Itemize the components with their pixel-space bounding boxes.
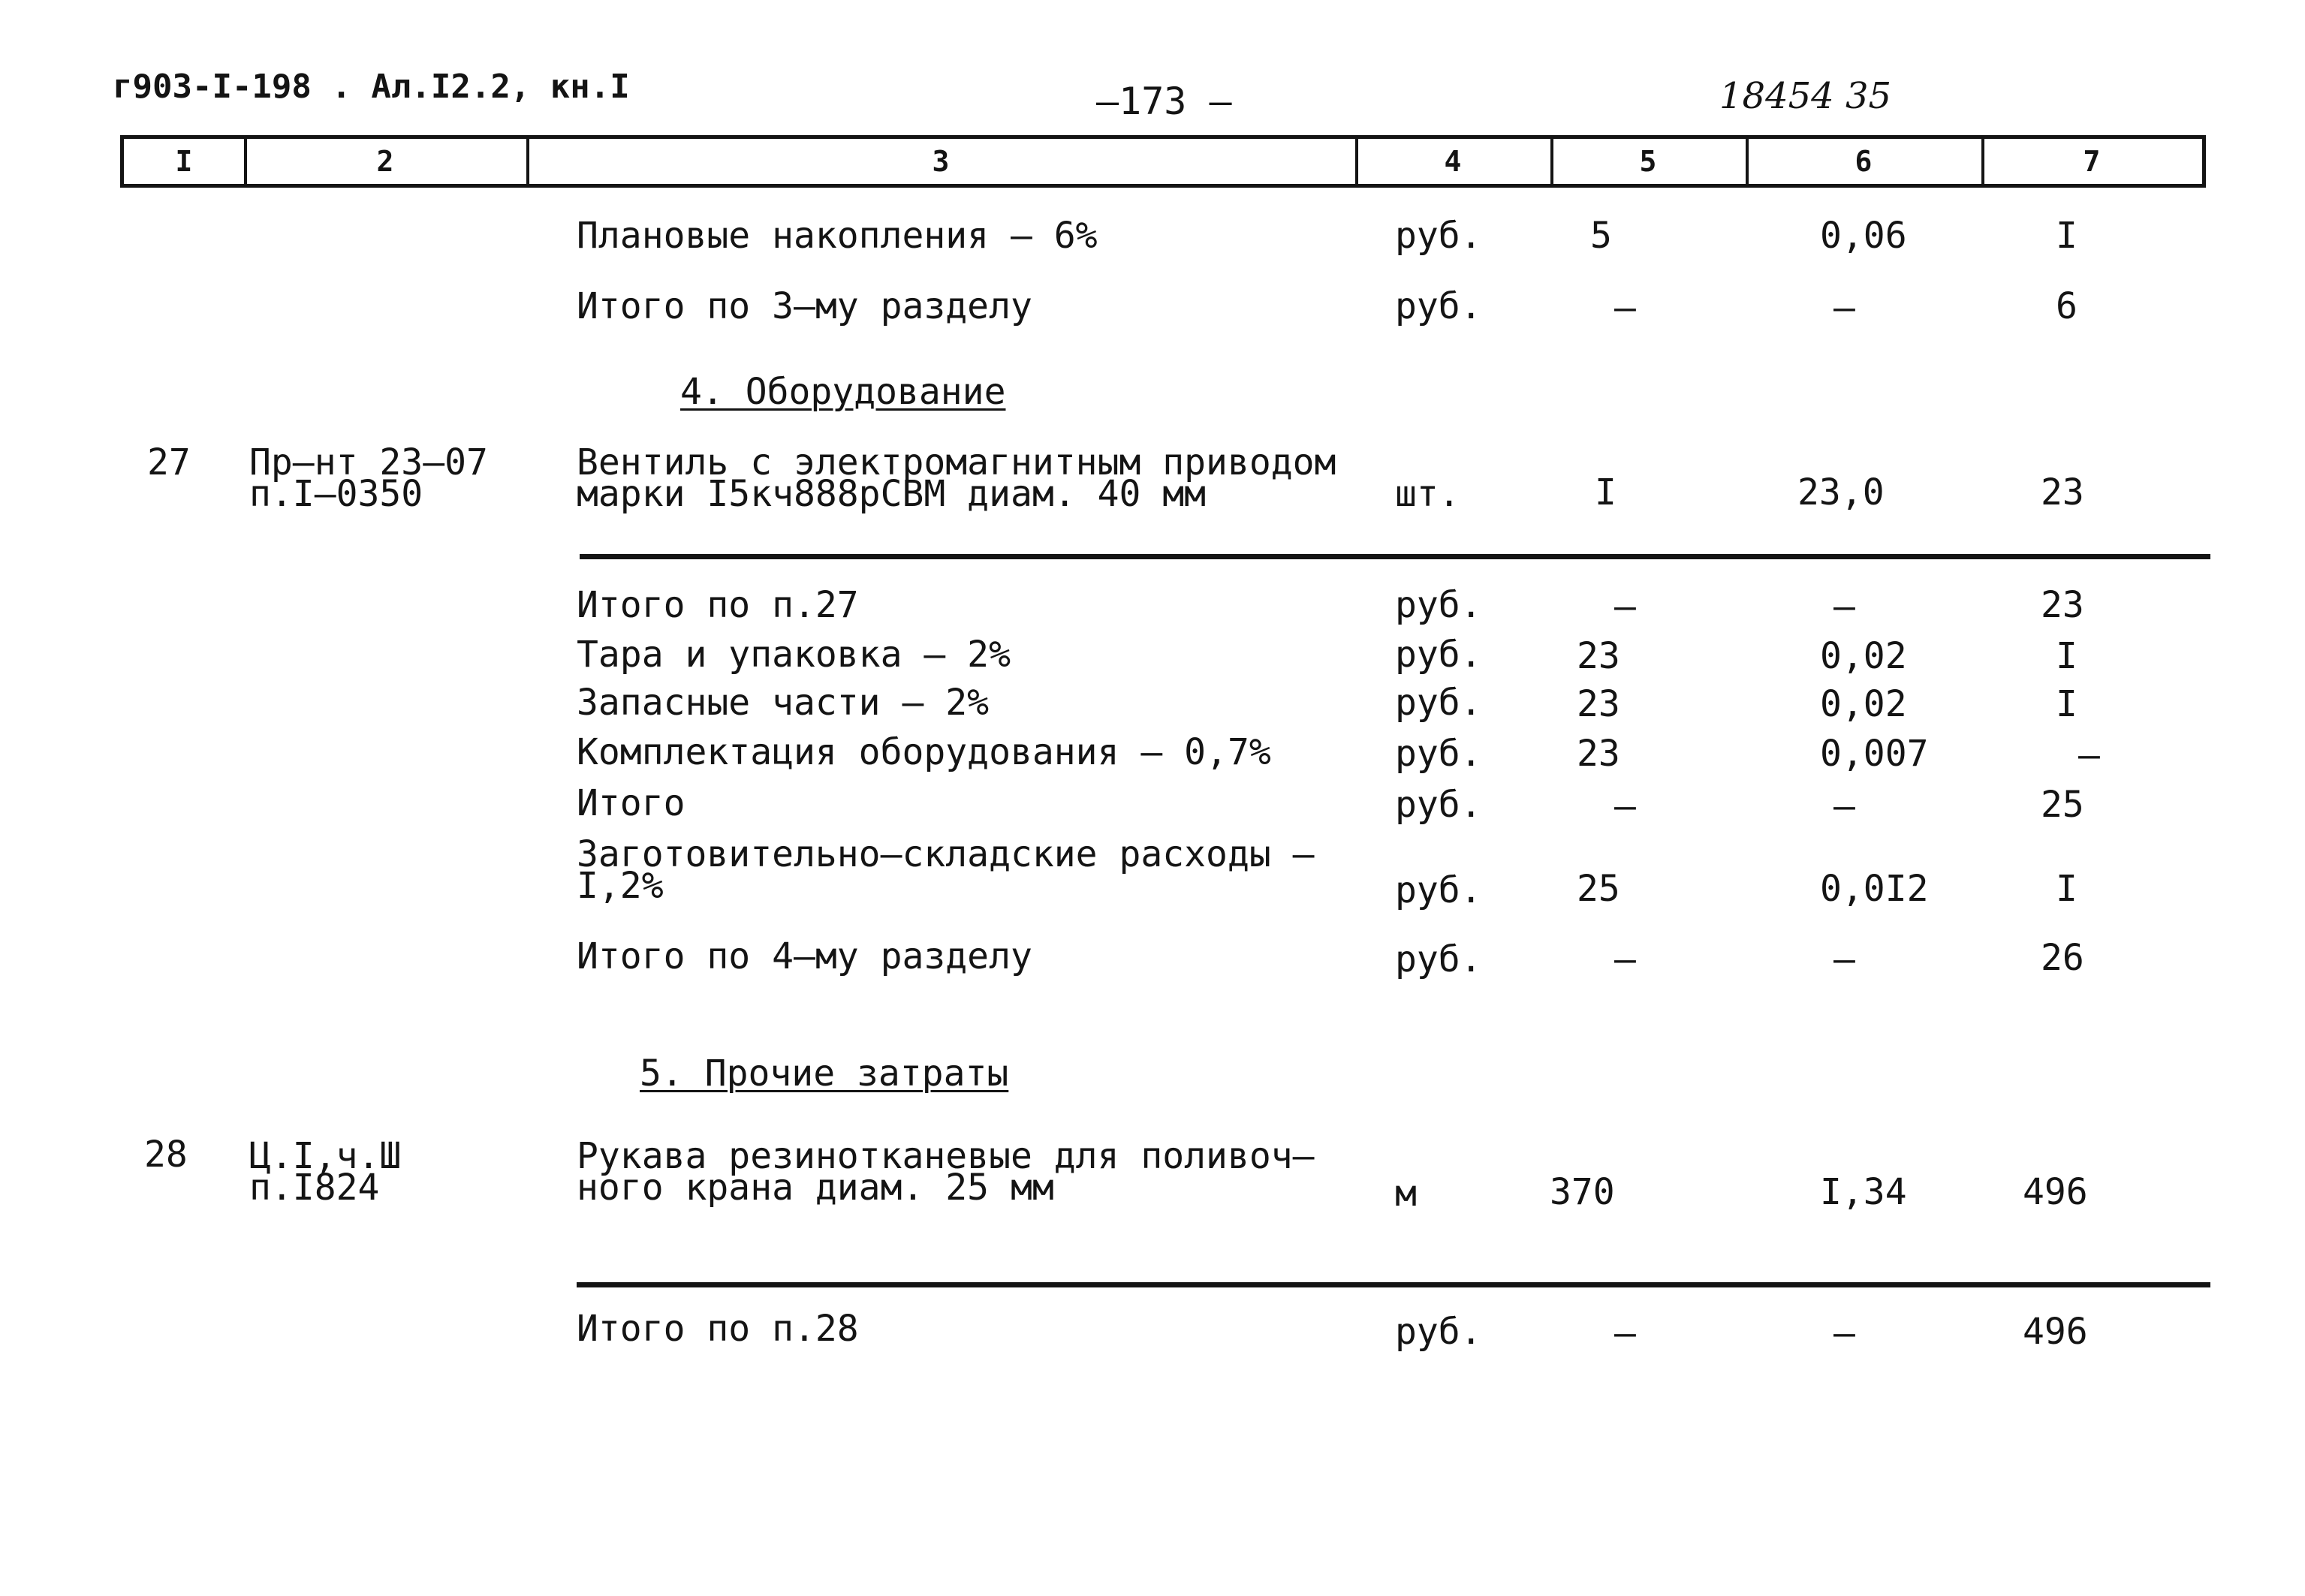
row-name: Итого <box>577 782 685 824</box>
item-name-line2: ного крана диам. 25 мм <box>577 1167 1054 1209</box>
row-name: Запасные части – 2% <box>577 682 990 724</box>
divider-rule <box>580 554 2210 559</box>
row-qty: I <box>1595 471 1617 513</box>
section-heading-text: 5. Прочие затраты <box>640 1052 1009 1095</box>
row-price: – <box>1833 586 1855 628</box>
item-number: 28 <box>144 1134 188 1176</box>
row-total: I <box>2056 868 2078 910</box>
row-total: I <box>2056 683 2078 725</box>
row-name: Итого по п.28 <box>577 1308 859 1350</box>
document-code: г903-I-198 . Ал.I2.2, кн.I <box>113 68 630 106</box>
item-code-line1: Пр–нт 23–07 <box>249 441 488 483</box>
row-qty: 5 <box>1590 215 1612 257</box>
column-number-3: 3 <box>932 145 950 178</box>
column-number-4: 4 <box>1444 145 1462 178</box>
row-price: – <box>1833 1312 1855 1354</box>
item-name-line2: марки I5кч888рСВМ диам. 40 мм <box>577 473 1207 515</box>
row-total: 25 <box>2041 784 2084 826</box>
row-qty: 370 <box>1550 1171 1615 1213</box>
row-unit: руб. <box>1395 682 1482 724</box>
row-unit: шт. <box>1395 473 1460 515</box>
row-total: 6 <box>2056 285 2078 327</box>
row-unit: руб. <box>1395 285 1482 327</box>
section-heading-other-costs <box>640 1054 1008 1093</box>
column-number-header <box>120 135 2206 188</box>
item-code-line1: Ц.I,ч.Ш <box>249 1135 402 1177</box>
row-qty: – <box>1614 287 1636 329</box>
item-code-line2: п.I824 <box>249 1167 380 1209</box>
column-number-5: 5 <box>1639 145 1657 178</box>
row-total: 23 <box>2041 584 2084 626</box>
row-price: 0,02 <box>1820 683 1907 725</box>
row-qty: 23 <box>1577 733 1620 775</box>
row-price: 0,02 <box>1820 635 1907 677</box>
row-price: 0,0I2 <box>1820 868 1929 910</box>
row-price: I,34 <box>1820 1171 1907 1213</box>
column-number-2: 2 <box>376 145 394 178</box>
row-name: Итого по п.27 <box>577 584 859 626</box>
row-qty: – <box>1614 938 1636 980</box>
row-unit: руб. <box>1395 869 1482 911</box>
row-name-line1: Заготовительно–складские расходы – <box>577 833 1315 875</box>
row-unit: руб. <box>1395 733 1482 775</box>
row-name: Тара и упаковка – 2% <box>577 634 1011 676</box>
page-number: —173 — <box>1096 80 1232 123</box>
row-price: 0,06 <box>1820 215 1907 257</box>
row-name: Плановые накопления – 6% <box>577 215 1098 257</box>
row-total: – <box>2078 734 2100 776</box>
handwritten-number: 18454 35 <box>1719 75 1892 117</box>
row-total: 496 <box>2023 1171 2088 1213</box>
row-total: 26 <box>2041 937 2084 979</box>
column-number-6: 6 <box>1855 145 1873 178</box>
row-name: Комплектация оборудования – 0,7% <box>577 731 1271 773</box>
divider-rule <box>577 1282 2210 1287</box>
row-total: I <box>2056 215 2078 257</box>
row-price: – <box>1833 938 1855 980</box>
row-qty: 25 <box>1577 868 1620 910</box>
row-qty: – <box>1614 1312 1636 1354</box>
row-qty: – <box>1614 586 1636 628</box>
row-unit: руб. <box>1395 1311 1482 1353</box>
row-price: 23,0 <box>1797 471 1885 513</box>
row-qty: – <box>1614 785 1636 827</box>
row-price: 0,007 <box>1820 733 1929 775</box>
item-code-line2: п.I–0350 <box>249 473 423 515</box>
row-unit: руб. <box>1395 784 1482 826</box>
row-name-line2: I,2% <box>577 865 664 907</box>
row-name: Итого по 4–му разделу <box>577 935 1032 977</box>
row-total: 496 <box>2023 1311 2088 1353</box>
row-unit: м <box>1395 1173 1417 1215</box>
row-unit: руб. <box>1395 938 1482 980</box>
item-name-line1: Рукава резинотканевые для поливоч– <box>577 1135 1315 1177</box>
item-number: 27 <box>147 441 191 483</box>
column-number-1: I <box>175 145 193 178</box>
row-total: 23 <box>2041 471 2084 513</box>
row-unit: руб. <box>1395 584 1482 626</box>
row-price: – <box>1833 287 1855 329</box>
section-heading-text: 4. Оборудование <box>680 371 1006 413</box>
row-qty: 23 <box>1577 683 1620 725</box>
row-price: – <box>1833 785 1855 827</box>
row-name: Итого по 3–му разделу <box>577 285 1032 327</box>
row-qty: 23 <box>1577 635 1620 677</box>
item-name-line1: Вентиль с электромагнитным приводом <box>577 441 1336 483</box>
column-number-7: 7 <box>2083 145 2101 178</box>
row-total: I <box>2056 635 2078 677</box>
row-unit: руб. <box>1395 215 1482 257</box>
row-unit: руб. <box>1395 634 1482 676</box>
section-heading-equipment <box>680 372 1005 411</box>
